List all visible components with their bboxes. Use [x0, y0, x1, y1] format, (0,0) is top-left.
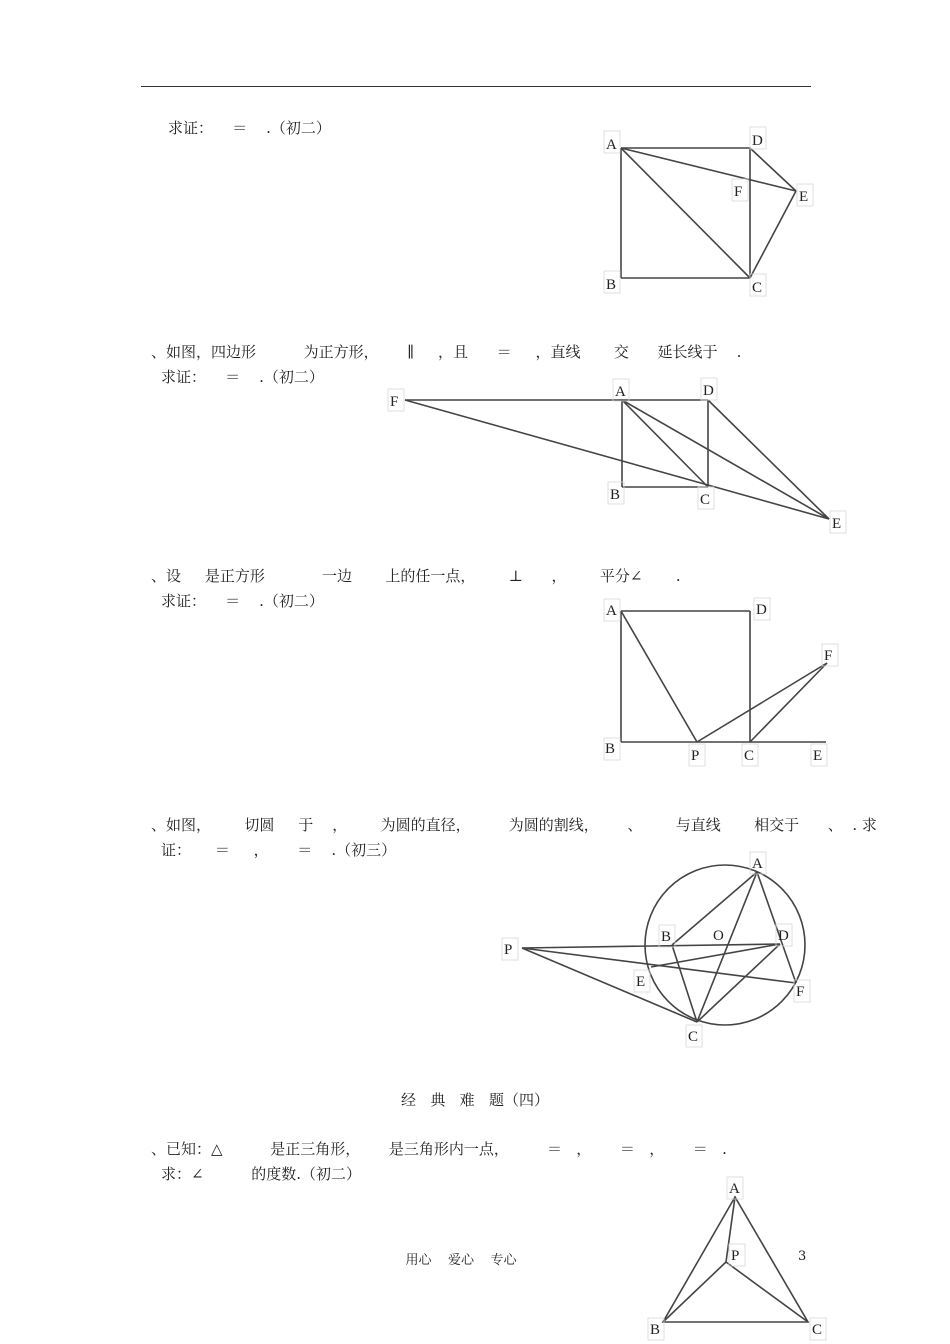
- fig2-diagonal-AC: [622, 400, 708, 487]
- fig1-diagonal-AC: [621, 148, 750, 278]
- fig2-label-B: B: [610, 487, 621, 503]
- fig3-label-A: A: [606, 603, 617, 619]
- fig5-segment-PC: [726, 1262, 808, 1322]
- fig1-label-F: F: [734, 184, 743, 200]
- problem-1-line-1: 求证： ＝ .（初二）: [168, 119, 331, 137]
- figure-3: [604, 598, 838, 766]
- fig3-label-B: B: [605, 741, 616, 757]
- problem-3-line-1: 、设 是正方形 一边 上的任一点， ⊥ ， 平分∠ .: [151, 567, 681, 585]
- fig2-label-A: A: [615, 384, 626, 400]
- fig1-label-B: B: [606, 277, 617, 293]
- fig3-label-E: E: [813, 748, 823, 764]
- problem-2-line-1: 、如图，四边形 为正方形， ∥ ，且 ＝ ，直线 交 延长线于 .: [151, 343, 742, 361]
- problem-3-line-2: 求证： ＝ .（初二）: [161, 592, 324, 610]
- fig4-chord-ED: [651, 944, 780, 967]
- fig4-chord-AF: [757, 872, 796, 983]
- fig3-label-P: P: [691, 748, 700, 764]
- figure-1: [604, 127, 813, 296]
- fig4-label-D: D: [778, 928, 789, 944]
- figure-2: [388, 378, 846, 533]
- problem-2-line-2: 求证： ＝ .（初二）: [161, 368, 324, 386]
- fig4-label-A: A: [752, 856, 763, 872]
- fig2-label-C: C: [700, 492, 711, 508]
- fig4-line-PD: [522, 944, 780, 948]
- fig2-label-D: D: [703, 383, 714, 399]
- figure-5: [648, 1177, 826, 1340]
- problem-4-line-2: 证： ＝ ， ＝ .（初三）: [161, 841, 397, 859]
- fig3-label-F: F: [824, 648, 833, 664]
- figure-4: [502, 852, 810, 1047]
- fig5-label-P: P: [731, 1248, 740, 1264]
- fig4-label-F: F: [796, 984, 805, 1000]
- fig4-label-E: E: [636, 974, 646, 990]
- fig1-segment-CE: [750, 191, 796, 278]
- fig5-label-A: A: [729, 1181, 740, 1197]
- fig2-label-E: E: [832, 516, 842, 532]
- problem-4-line-1: 、如图， 切圆 于 ， 为圆的直径， 为圆的割线， 、 与直线 相交于 、 . 求: [151, 816, 877, 834]
- fig1-label-D: D: [752, 133, 763, 149]
- section-heading: 经 典 难 题（四）: [401, 1091, 549, 1109]
- fig5-label-C: C: [812, 1322, 823, 1338]
- fig1-segment-AE: [621, 148, 796, 191]
- fig4-label-P: P: [504, 942, 513, 958]
- fig4-chord-CD: [697, 944, 780, 1022]
- fig4-label-C: C: [688, 1029, 699, 1045]
- problem-5-line-2: 求：∠ 的度数.（初二）: [161, 1165, 362, 1183]
- fig3-segment-AP: [621, 611, 697, 742]
- fig5-segment-PB: [663, 1262, 726, 1322]
- fig1-label-C: C: [752, 280, 763, 296]
- fig4-label-O: O: [713, 928, 724, 944]
- page-footer: 用心 爱心 专心: [405, 1253, 517, 1268]
- problem-5-line-1: 、已知：△ 是正三角形， 是三角形内一点， ＝ ， ＝ ， ＝ .: [151, 1140, 727, 1158]
- fig4-diameter-AC: [697, 872, 757, 1022]
- fig1-label-A: A: [606, 137, 617, 153]
- fig3-label-D: D: [756, 602, 767, 618]
- fig3-label-C: C: [744, 748, 755, 764]
- fig4-label-B: B: [661, 929, 672, 945]
- fig2-label-F: F: [390, 394, 399, 410]
- fig4-chord-BC: [672, 945, 697, 1022]
- page-number: 3: [798, 1249, 807, 1264]
- fig1-label-E: E: [799, 189, 809, 205]
- fig5-label-B: B: [650, 1322, 661, 1338]
